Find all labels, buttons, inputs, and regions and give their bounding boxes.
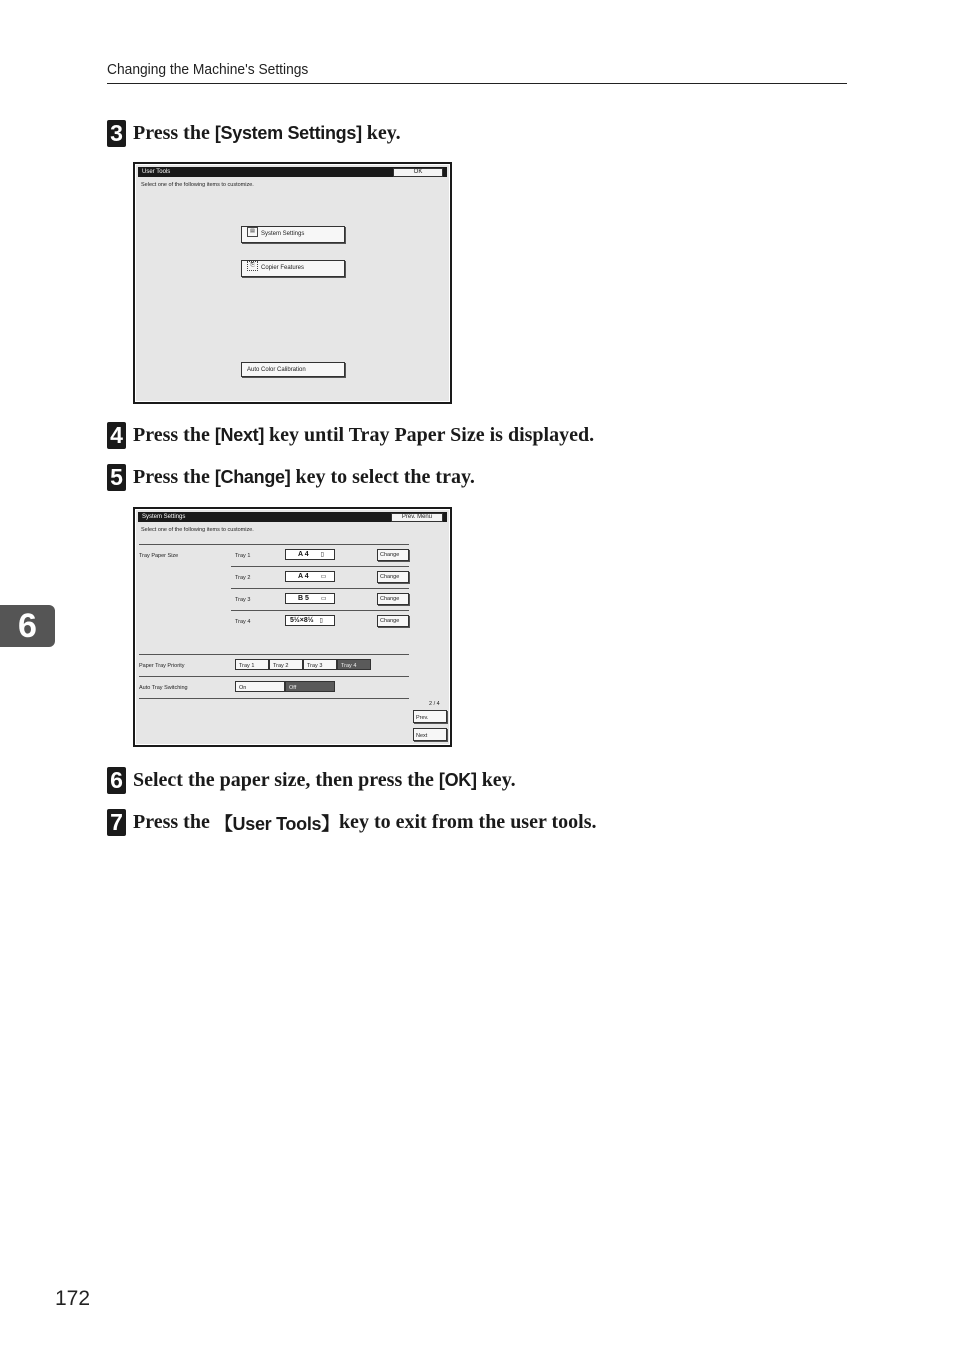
step-number: 7 — [107, 809, 126, 836]
auto-color-calibration-button[interactable]: Auto Color Calibration — [241, 362, 345, 377]
system-settings-screen — [133, 507, 452, 747]
step-number: 4 — [107, 422, 126, 449]
tray-2-change-button[interactable]: Change — [377, 571, 409, 583]
paper-tray-priority-label: Paper Tray Priority — [139, 663, 185, 669]
step-6 — [107, 767, 516, 794]
step-key-label: 【User Tools】 — [214, 813, 339, 834]
step-7 — [107, 809, 597, 836]
tray-4-change-button[interactable]: Change — [377, 615, 409, 627]
screen-instruction: Select one of the following items to customize. — [141, 527, 254, 533]
step-number: 5 — [107, 464, 126, 491]
next-button[interactable]: Next — [413, 728, 447, 741]
portrait-icon: ▯ — [320, 552, 324, 558]
divider — [139, 544, 409, 545]
divider — [139, 654, 409, 655]
screen-title: User Tools — [138, 167, 447, 177]
system-settings-button[interactable] — [241, 226, 345, 243]
step-key-label: [Next] — [214, 425, 265, 445]
step-text-pre: Select the paper size, then press the — [133, 769, 439, 791]
tray-4-size-value: 5½×8½ — [290, 617, 314, 624]
step-key-label: [OK] — [438, 770, 477, 790]
tray-3-size — [285, 593, 335, 604]
tray-1-change-button[interactable]: Change — [377, 549, 409, 561]
divider — [139, 676, 409, 677]
step-text-pre: Press the — [133, 811, 215, 833]
prev-button[interactable]: Prev. — [413, 710, 447, 723]
system-settings-label: System Settings — [261, 231, 305, 237]
copier-icon: ⎘ — [247, 261, 258, 271]
divider — [231, 566, 409, 567]
step-key-label: [Change] — [214, 467, 291, 487]
tray-2-size-value: A 4 — [298, 573, 309, 580]
priority-tray-1[interactable]: Tray 1 — [235, 659, 269, 670]
step-text-post: key until Tray Paper Size is displayed. — [264, 424, 595, 446]
priority-tray-3[interactable]: Tray 3 — [303, 659, 337, 670]
step-text-pre: Press the — [133, 466, 215, 488]
page-number: 172 — [55, 1287, 91, 1310]
step-5 — [107, 464, 475, 491]
step-text-pre: Press the — [133, 424, 215, 446]
step-text-pre: Press the — [133, 122, 215, 144]
chapter-tab: 6 — [0, 605, 55, 647]
step-text-post: key. — [361, 122, 401, 144]
tray-2-label: Tray 2 — [235, 575, 251, 581]
tray-1-size — [285, 549, 335, 560]
step-text-post: key. — [476, 769, 516, 791]
switching-on-button[interactable]: On — [235, 681, 285, 692]
step-key-label: [System Settings] — [214, 123, 362, 143]
step-number: 6 — [107, 767, 126, 794]
tray-3-change-button[interactable]: Change — [377, 593, 409, 605]
priority-tray-4[interactable]: Tray 4 — [337, 659, 371, 670]
tray-1-label: Tray 1 — [235, 553, 251, 559]
portrait-icon: ▯ — [319, 618, 323, 624]
divider — [231, 588, 409, 589]
tray-3-size-value: B 5 — [298, 595, 309, 602]
ok-button[interactable]: OK — [393, 168, 443, 177]
header-rule — [107, 83, 847, 84]
auto-tray-switching-label: Auto Tray Switching — [139, 685, 188, 691]
copier-features-button[interactable] — [241, 260, 345, 277]
system-settings-icon: ▤ — [247, 227, 258, 237]
step-number: 3 — [107, 120, 126, 147]
tray-4-size — [285, 615, 335, 626]
user-tools-screen — [133, 162, 452, 404]
tray-3-label: Tray 3 — [235, 597, 251, 603]
copier-features-label: Copier Features — [261, 265, 305, 271]
tray-2-size — [285, 571, 335, 582]
landscape-icon: ▭ — [320, 596, 327, 602]
divider — [231, 610, 409, 611]
tray-1-size-value: A 4 — [298, 551, 309, 558]
priority-tray-2[interactable]: Tray 2 — [269, 659, 303, 670]
prev-menu-button[interactable]: Prev. Menu — [391, 513, 443, 522]
divider — [139, 698, 409, 699]
step-text-post: key to exit from the user tools. — [338, 811, 597, 833]
step-4 — [107, 422, 594, 449]
landscape-icon: ▭ — [320, 574, 327, 580]
step-3 — [107, 120, 401, 147]
tray-paper-size-label: Tray Paper Size — [139, 553, 179, 559]
screen-title: System Settings — [138, 512, 447, 522]
running-header: Changing the Machine's Settings — [107, 61, 309, 78]
step-text-post: key to select the tray. — [290, 466, 475, 488]
switching-off-button[interactable]: Off — [285, 681, 335, 692]
screen-instruction: Select one of the following items to customize. — [141, 182, 254, 188]
page-indicator: 2 / 4 — [429, 701, 440, 707]
tray-4-label: Tray 4 — [235, 619, 251, 625]
